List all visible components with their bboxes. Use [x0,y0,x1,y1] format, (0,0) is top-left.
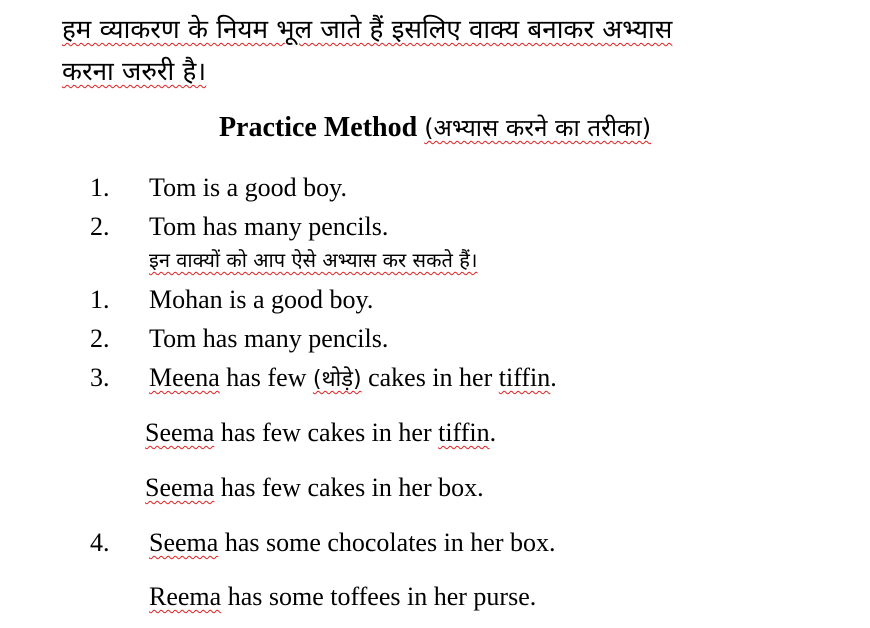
sentence-end: . [489,418,497,447]
sentence-part: cakes in her [361,363,499,392]
list-number: 1. [90,173,110,202]
sentence-part: has few cakes in her [214,418,439,447]
list-number: 3. [90,363,110,392]
list-item: Tom has many pencils. [149,212,389,241]
list-item: Tom is a good boy. [149,173,347,202]
sentence-part: has some chocolates in her box. [218,528,556,557]
heading-hindi: (अभ्यास करने का तरीका) [424,114,652,142]
intro-line-2: करना जरुरी है। [62,57,207,87]
list-item: Tom has many pencils. [149,324,389,353]
list-item [149,582,536,612]
list-number: 2. [90,324,110,353]
list-item: Mohan is a good boy. [149,285,374,314]
sentence-part: has few [219,363,313,392]
name-word: Seema [149,528,219,557]
name-word: Seema [145,473,215,502]
name-word: Meena [149,363,220,392]
sentence-part: has some toffees in her purse. [221,582,537,611]
sentence-end: . [550,363,557,392]
practice-method-heading [0,111,870,144]
tiffin-word: tiffin [438,418,490,447]
tiffin-word: tiffin [498,363,551,392]
intro-line-1: हम व्याकरण के नियम भूल जाते हैं इसलिए वाक्य बनाकर अभ्यास [62,15,673,45]
heading-english: Practice Method [218,112,418,143]
list-number: 4. [90,528,110,557]
practice-note: इन वाक्यों को आप ऐसे अभ्यास कर सकते हैं। [149,248,478,272]
list-item [145,473,484,503]
name-word: Reema [149,582,222,611]
hindi-gloss: (थोड़े) [312,367,362,392]
list-item [149,528,556,558]
list-item [149,363,557,393]
sentence-part: has few cakes in her box. [214,473,484,502]
list-number: 1. [90,285,110,314]
name-word: Seema [145,418,215,447]
list-number: 2. [90,212,110,241]
list-item [145,418,496,448]
